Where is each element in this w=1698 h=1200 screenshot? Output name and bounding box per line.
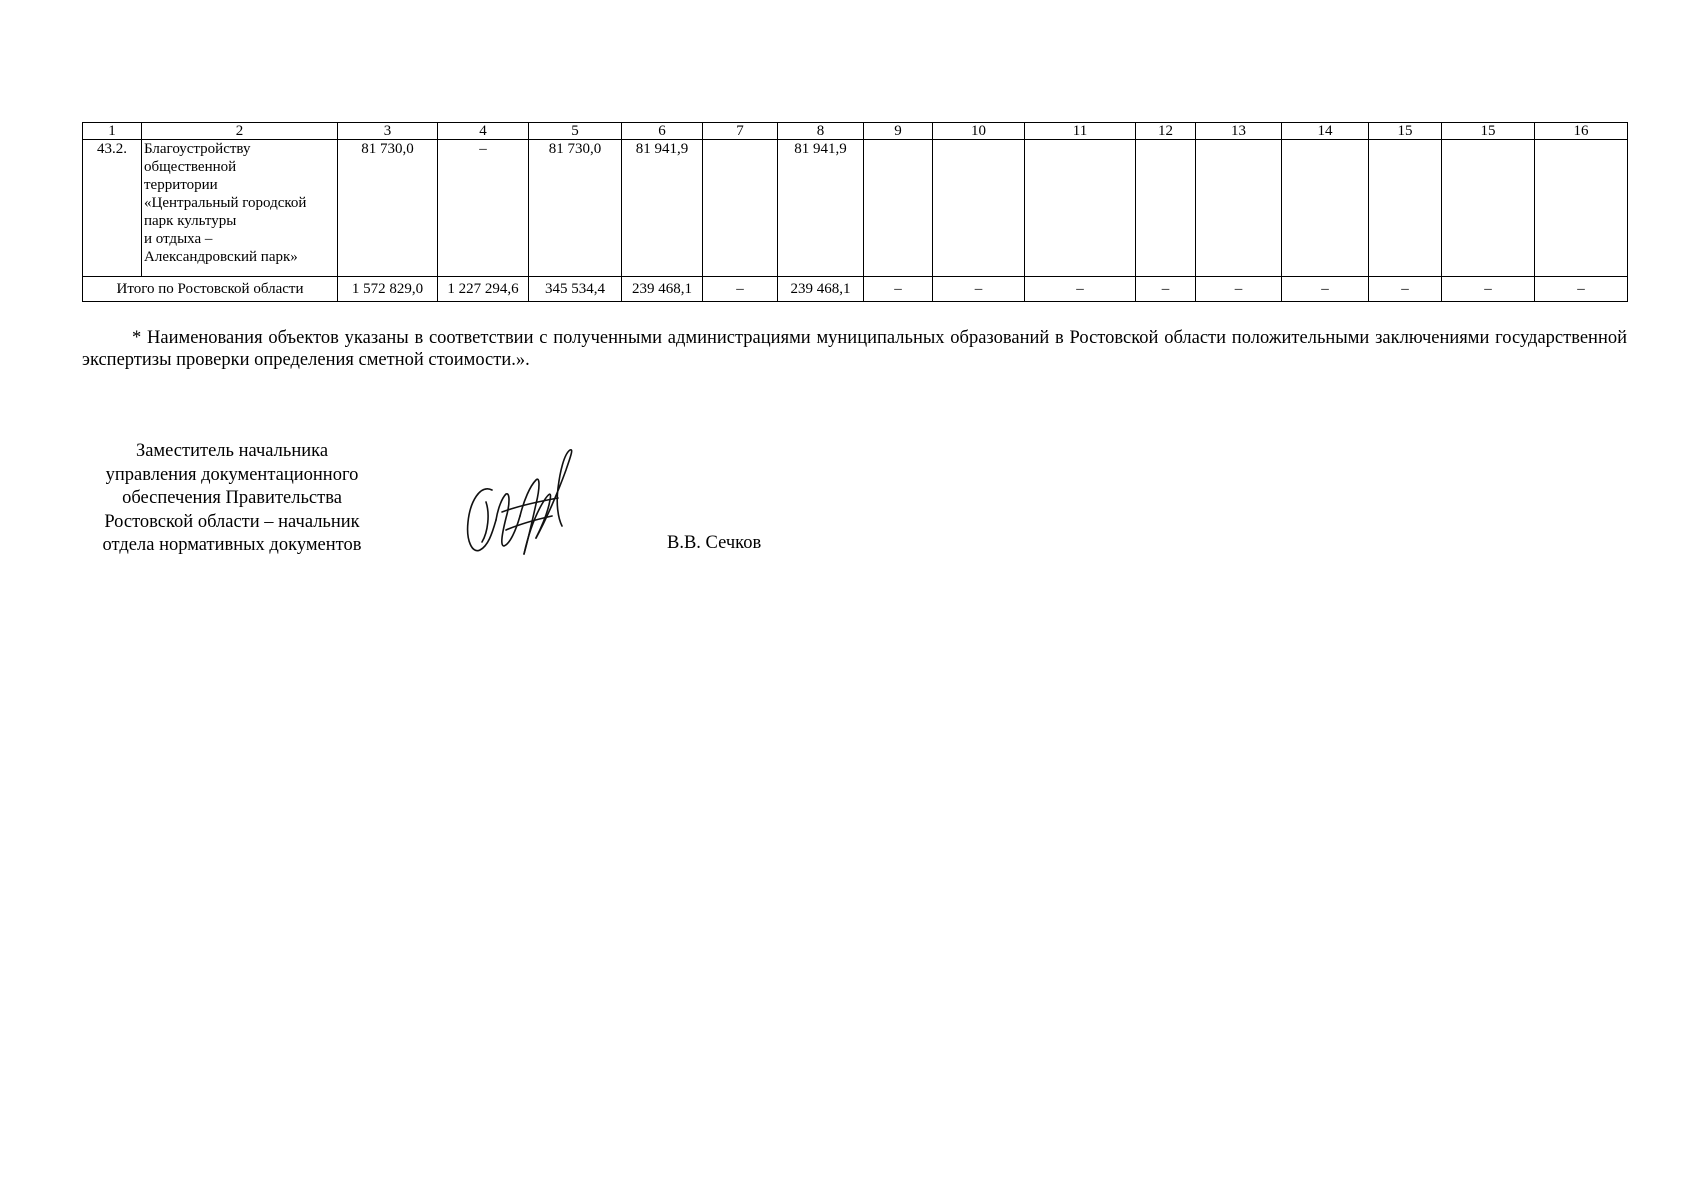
value-cell: 81 941,9 <box>778 140 864 277</box>
col-number: 4 <box>438 123 529 140</box>
value-cell: – <box>438 140 529 277</box>
col-number: 14 <box>1282 123 1369 140</box>
total-value-cell: – <box>933 277 1025 302</box>
value-cell <box>933 140 1025 277</box>
position-line: Заместитель начальника <box>135 441 329 461</box>
total-value-cell: – <box>1282 277 1369 302</box>
signatory-position <box>82 440 382 558</box>
total-value-cell: – <box>864 277 933 302</box>
total-value-cell: – <box>1535 277 1628 302</box>
col-number: 7 <box>703 123 778 140</box>
col-number: 13 <box>1196 123 1282 140</box>
col-number: 1 <box>83 123 142 140</box>
value-cell <box>1136 140 1196 277</box>
total-value-cell: – <box>1442 277 1535 302</box>
total-value-cell: – <box>1369 277 1442 302</box>
position-line: обеспечения Правительства <box>122 488 342 508</box>
col-number: 2 <box>142 123 338 140</box>
object-name-line: территории <box>144 177 218 193</box>
value-cell: 81 730,0 <box>338 140 438 277</box>
total-value-cell: – <box>703 277 778 302</box>
total-value-cell: – <box>1196 277 1282 302</box>
budget-table <box>82 122 1628 302</box>
object-name-line: Благоустройству <box>144 141 251 157</box>
col-number: 11 <box>1025 123 1136 140</box>
value-cell <box>1196 140 1282 277</box>
object-name-line: «Центральный городской <box>144 195 307 211</box>
signatory-name: В.В. Сечков <box>667 533 762 553</box>
object-name-line: парк культуры <box>144 213 237 229</box>
value-cell <box>1025 140 1136 277</box>
row-number: 43.2. <box>83 140 142 277</box>
col-number: 16 <box>1535 123 1628 140</box>
col-number: 3 <box>338 123 438 140</box>
total-label: Итого по Ростовской области <box>83 277 338 302</box>
position-line: Ростовской области – начальник <box>104 511 360 532</box>
object-name-line: общественной <box>144 159 237 175</box>
position-line: управления документационного <box>105 464 359 485</box>
value-cell: 81 730,0 <box>529 140 622 277</box>
footnote: * Наименования объектов указаны в соответствии с полученными администрациями муниципальных образований в Ростовской области положительными заключениями государственной экспертизы проверки определения сметной стоимости.». <box>82 328 1627 370</box>
object-name-line: и отдыха – <box>144 231 213 247</box>
object-name-line: Александровский парк» <box>144 249 298 265</box>
value-cell <box>1369 140 1442 277</box>
value-cell: 81 941,9 <box>622 140 703 277</box>
value-cell <box>1282 140 1369 277</box>
col-number: 9 <box>864 123 933 140</box>
total-value-cell: 239 468,1 <box>778 277 864 302</box>
value-cell <box>703 140 778 277</box>
position-line: отдела нормативных документов <box>102 535 362 555</box>
value-cell <box>1535 140 1628 277</box>
object-name-cell <box>142 140 338 277</box>
col-number: 10 <box>933 123 1025 140</box>
col-number: 15 <box>1369 123 1442 140</box>
total-value-cell: – <box>1025 277 1136 302</box>
total-row <box>83 277 1628 302</box>
value-cell <box>1442 140 1535 277</box>
value-cell <box>864 140 933 277</box>
table-header-row <box>83 123 1628 140</box>
col-number: 12 <box>1136 123 1196 140</box>
total-value-cell: 1 227 294,6 <box>438 277 529 302</box>
col-number: 5 <box>529 123 622 140</box>
total-value-cell: 1 572 829,0 <box>338 277 438 302</box>
total-value-cell: – <box>1136 277 1196 302</box>
col-number: 6 <box>622 123 703 140</box>
table-row <box>83 140 1628 277</box>
col-number: 15 <box>1442 123 1535 140</box>
handwritten-signature <box>462 442 582 560</box>
total-value-cell: 345 534,4 <box>529 277 622 302</box>
total-value-cell: 239 468,1 <box>622 277 703 302</box>
col-number: 8 <box>778 123 864 140</box>
